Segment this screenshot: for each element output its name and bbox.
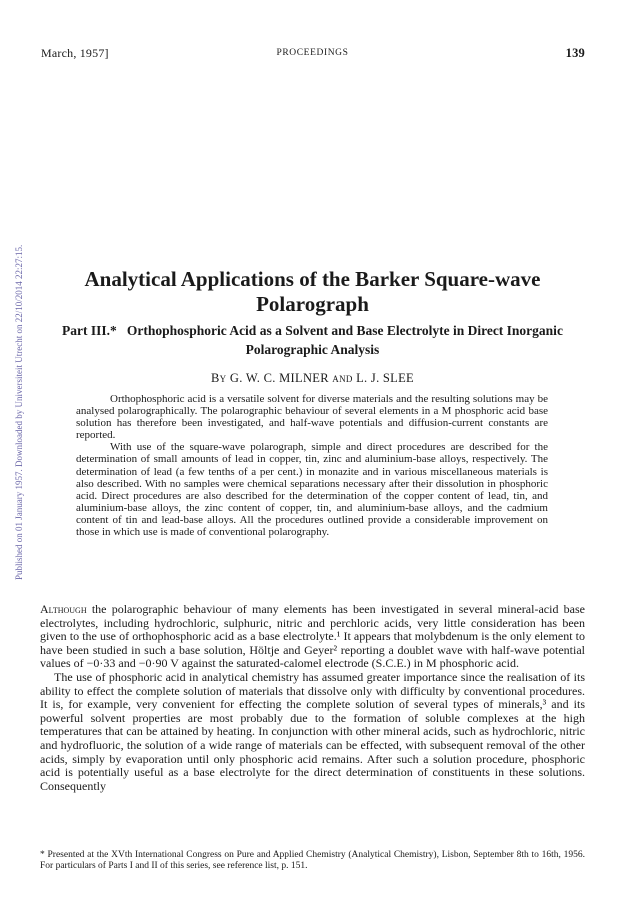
abstract	[76, 393, 548, 538]
running-header-date: March, 1957]	[41, 46, 109, 60]
author-1: G. W. C. MILNER	[229, 371, 329, 385]
page-number: 139	[565, 46, 585, 60]
article-title: Analytical Applications of the Barker Square-wave Polarograph	[84, 267, 541, 316]
subtitle-text: Orthophosphoric Acid as a Solvent and Base Electrolyte in Direct Inorganic Polarographic Analysis	[126, 323, 563, 357]
abstract-paragraph: With use of the square-wave polarograph, simple and direct procedures are described for the determination of small amounts of lead in copper, tin, zinc and aluminium-base alloys, respectively. The determination of lead (a few tenths of a per cent.) in monazite and in various miscellaneous materials is also described. With no samples were chemical separations necessary after their dissolution in phosphoric acid. Direct procedures are also described for the determination of the copper content of lead, tin, and aluminium-base alloys, the zinc content of copper, tin, and aluminium-base alloys, and the cadmium content of tin and lead-base alloys. All the procedures outlined provide a considerable improvement on those in which use is made of conventional polarography.	[76, 441, 548, 539]
footnote: * Presented at the XVth International Congress on Pure and Applied Chemistry (Analytical Chemistry), Lisbon, September 8th to 16th, 1956. For particulars of Parts I and II of this series, see reference list, p. 151.	[40, 850, 585, 871]
article-subtitle	[40, 321, 585, 359]
abstract-paragraph: Orthophosphoric acid is a versatile solvent for diverse materials and the resulting solutions may be analysed polarographically. The polarographic behaviour of several elements in a M phosphoric acid base solution has therefore been investigated, and half-wave potentials and diffusion-current constants are reported.	[76, 393, 548, 442]
body-text	[40, 603, 585, 793]
author-2: L. J. SLEE	[356, 371, 414, 385]
running-header-journal: PROCEEDINGS	[276, 48, 349, 58]
subtitle-part-label: Part III.*	[62, 323, 117, 338]
author-by: By	[211, 371, 227, 385]
download-watermark: Published on 01 January 1957. Downloaded by Universiteit Utrecht on 22/10/2014 22:27:15.	[14, 244, 24, 580]
body-paragraph: The use of phosphoric acid in analytical chemistry has assumed greater importance since the realisation of its ability to effect the complete solution of materials that dissolve only with difficulty by conventional procedures. It is, for example, very convenient for effecting the complete solution of several types of minerals,³ and its powerful solvent properties are most probably due to the formation of soluble complexes at the high temperatures that can be attained by heating. In conjunction with other mineral acids, such as hydrochloric, nitric and hydrofluoric, the solution of a wide range of materials can be effected, with subsequent removal of the other acids, simply by evaporation until only phosphoric acid remains. After such a solution procedure, phosphoric acid is potentially useful as a base electrolyte for the direct determination of constituents in these solutions. Consequently	[40, 669, 585, 793]
author-line	[40, 371, 585, 386]
body-paragraph-text: the polarographic behaviour of many elements has been investigated in several mineral-acid base electrolytes, including hydrochloric, sulphuric, nitric and perchloric acids, very little consideration has been given to the use of orthophosphoric acid as a base electrolyte.¹ It appears that molybdenum is the only element to have been studied in such a base solution, Höltje and Geyer² reporting a doublet wave with half-wave potential values of −0·33 and −0·90 V against the saturated-calomel electrode (S.C.E.) in M phosphoric acid.	[40, 602, 585, 671]
body-paragraph	[40, 603, 585, 671]
lead-word: Although	[40, 602, 87, 616]
author-and: and	[332, 371, 353, 385]
